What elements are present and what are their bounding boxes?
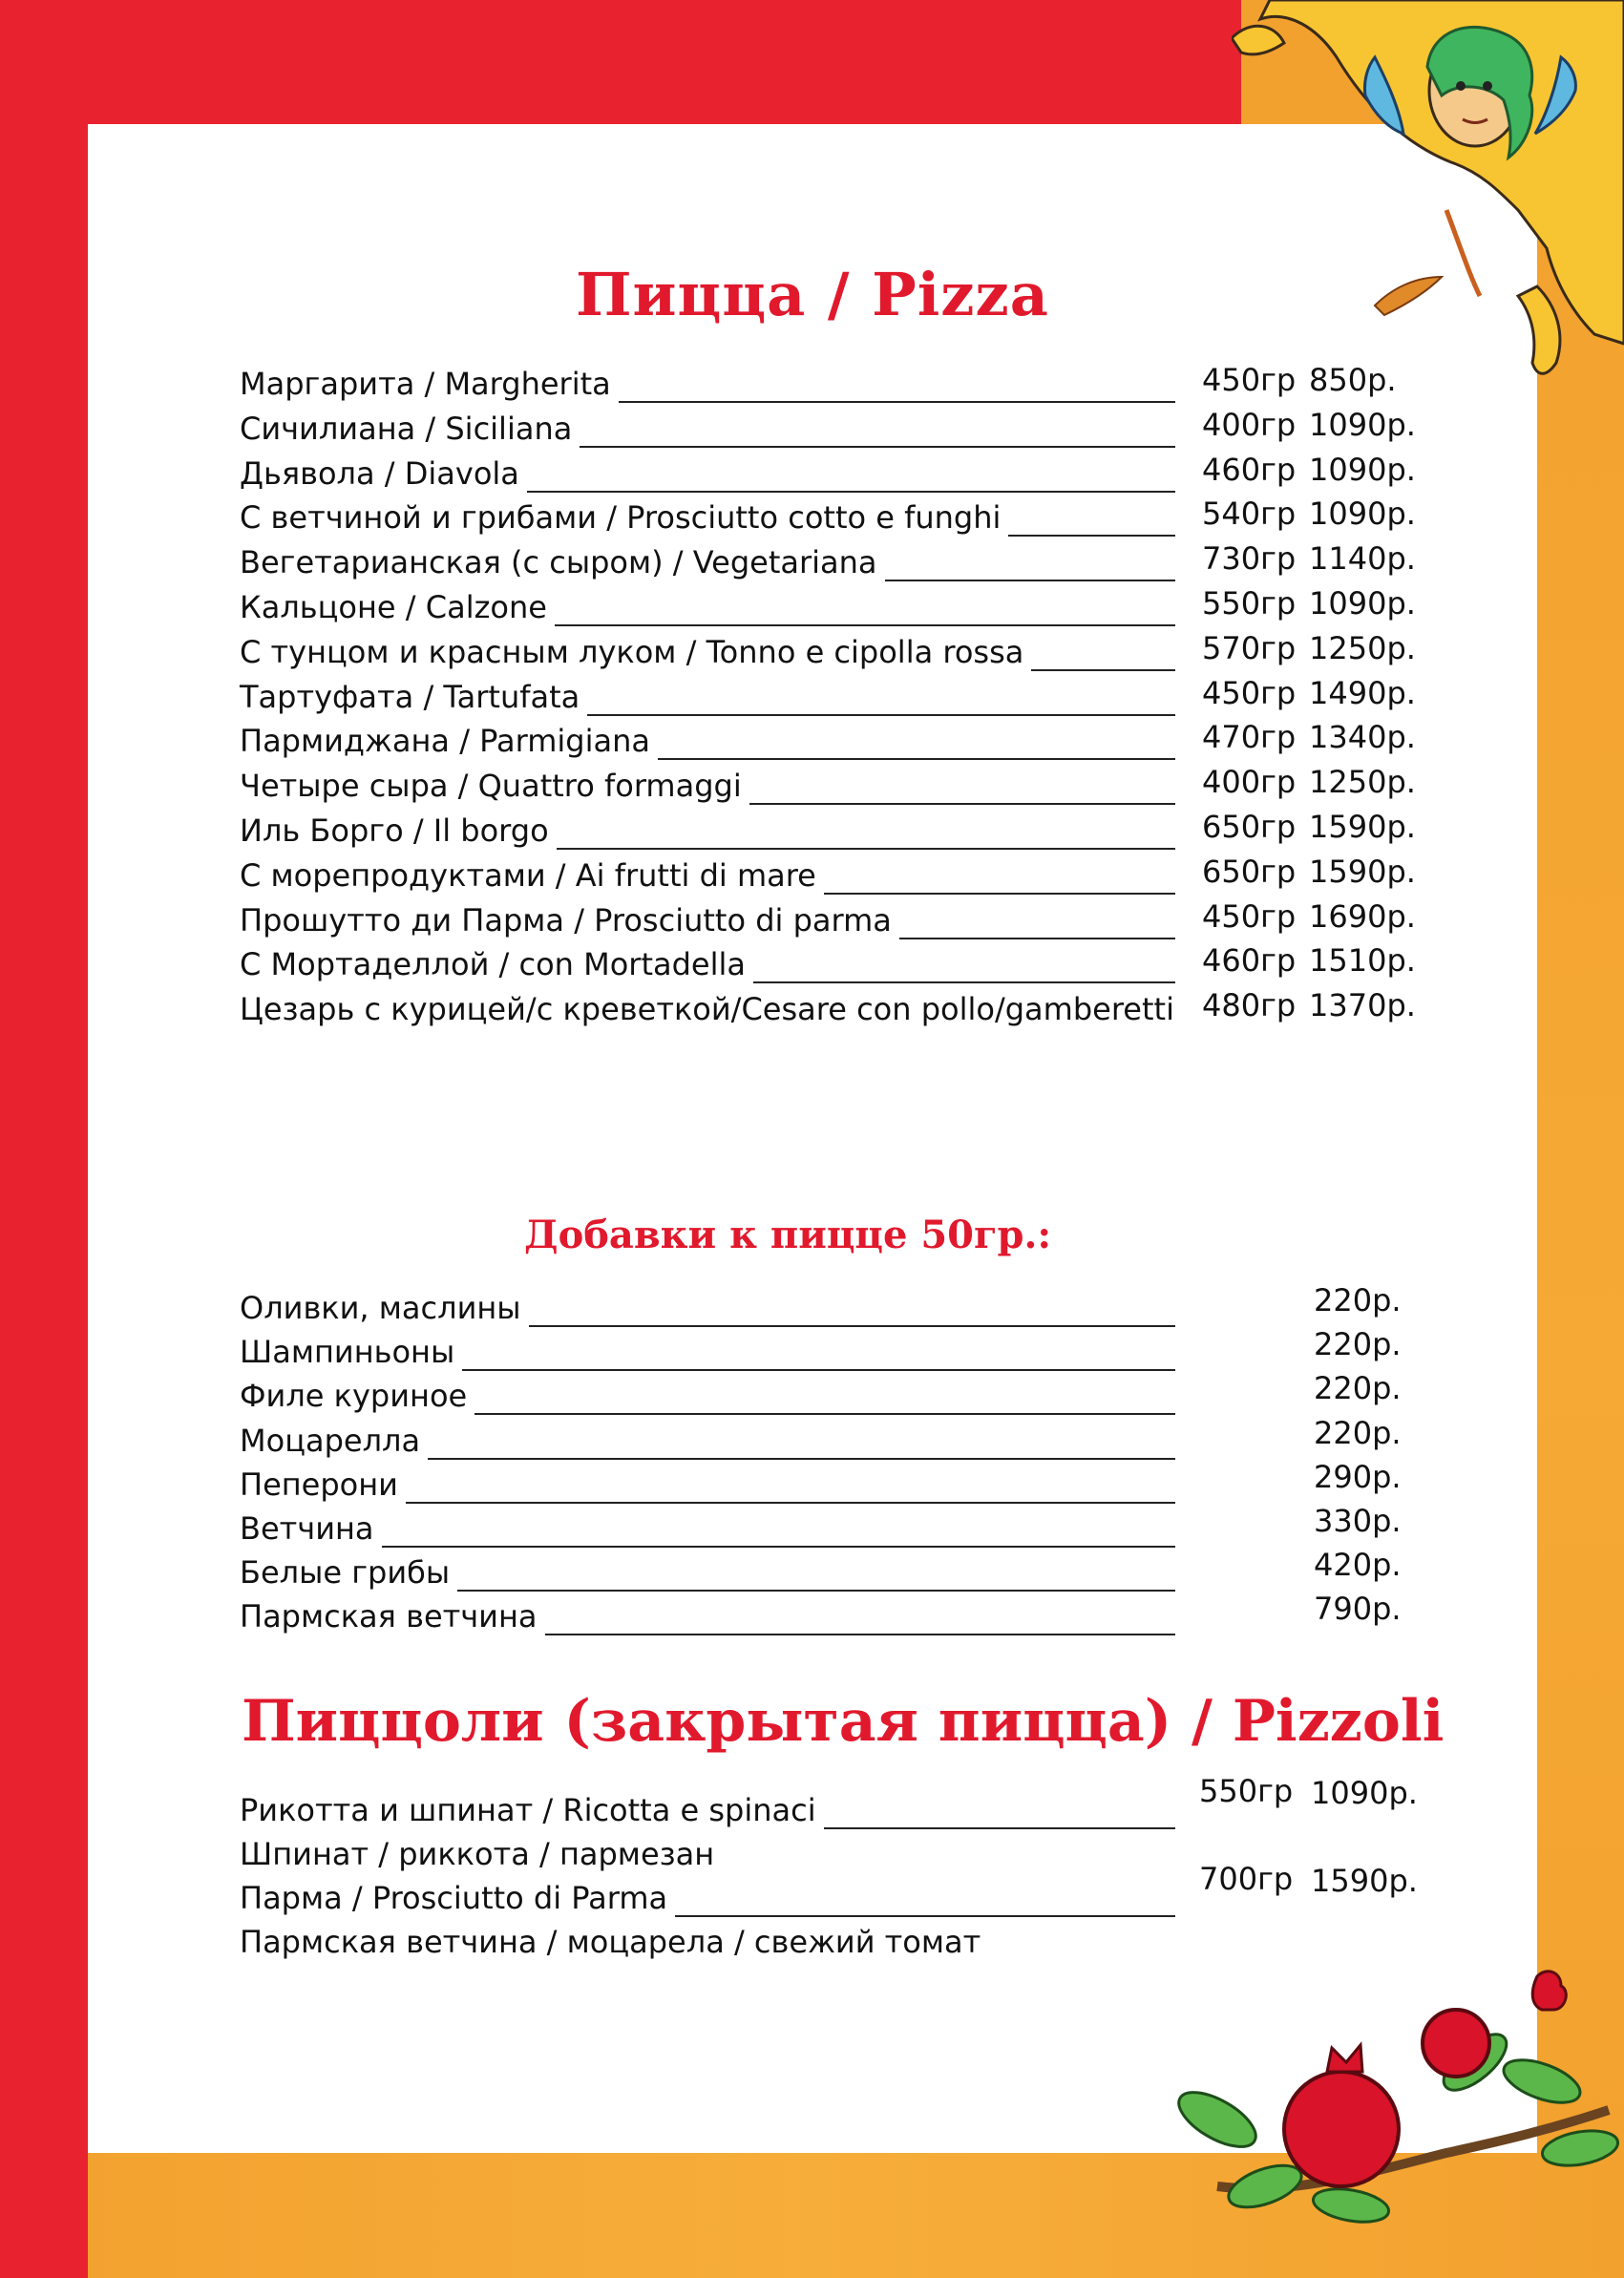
addon-item <box>240 1591 1402 1637</box>
addons-section-title: Добавки к пицце 50гр.: <box>524 1213 1052 1257</box>
item-price: 1510р. <box>1309 942 1416 979</box>
item-weight: 450гр <box>1202 362 1297 398</box>
addon-item <box>240 1547 1402 1593</box>
pizza-item <box>240 540 1416 583</box>
item-name: Прошутто ди Парма / Prosciutto di parma <box>240 899 899 941</box>
item-weight: 450гр <box>1202 675 1297 711</box>
addon-item <box>240 1326 1402 1373</box>
item-price: 1590р. <box>1309 854 1416 890</box>
item-price: 1340р. <box>1309 719 1416 755</box>
item-weight: 470гр <box>1202 719 1297 755</box>
pizza-item <box>240 898 1416 941</box>
item-name: Моцарелла <box>240 1420 428 1462</box>
item-price: 850р. <box>1309 362 1397 398</box>
item-price: 1370р. <box>1309 987 1416 1023</box>
item-name: С ветчиной и грибами / Prosciutto cotto e funghi <box>240 496 1008 538</box>
pizza-item <box>240 764 1416 807</box>
pizza-item <box>240 630 1416 673</box>
item-name: Ветчина <box>240 1508 382 1550</box>
item-price: 1090р. <box>1311 1775 1418 1811</box>
item-price: 1250р. <box>1309 630 1416 666</box>
item-price: 1090р. <box>1309 452 1416 488</box>
pizzoli-item <box>240 1861 1418 1919</box>
pizzoli-ingredients: Пармская ветчина / моцарела / свежий томат <box>240 1924 981 1960</box>
item-price: 1490р. <box>1309 675 1416 711</box>
item-price: 220р. <box>1314 1282 1402 1318</box>
item-price: 1590р. <box>1311 1863 1418 1899</box>
item-name: Пармиджана / Parmigiana <box>240 720 658 762</box>
item-name: Иль Борго / Il borgo <box>240 810 557 852</box>
pizza-item <box>240 407 1416 450</box>
item-weight: 480гр <box>1202 987 1297 1023</box>
item-name: Пеперони <box>240 1464 406 1506</box>
pizza-item <box>240 452 1416 495</box>
pizza-item <box>240 585 1416 628</box>
pizzoli-section-title: Пиццоли (закрытая пицца) / Pizzoli <box>242 1688 1445 1755</box>
item-name: Рикотта и шпинат / Ricotta e spinaci <box>240 1789 824 1831</box>
item-weight: 400гр <box>1202 764 1297 800</box>
item-price: 1690р. <box>1309 898 1416 935</box>
pizza-item <box>240 675 1416 718</box>
item-name: Четыре сыра / Quattro formaggi <box>240 765 749 807</box>
item-price: 220р. <box>1314 1370 1402 1406</box>
item-name: Тартуфата / Tartufata <box>240 676 587 718</box>
item-price: 1250р. <box>1309 764 1416 800</box>
item-price: 330р. <box>1314 1503 1402 1539</box>
addon-item <box>240 1370 1402 1417</box>
item-name: Белые грибы <box>240 1551 457 1593</box>
item-name: Дьявола / Diavola <box>240 453 527 495</box>
item-price: 220р. <box>1314 1415 1402 1451</box>
pomegranate-illustration <box>1160 1967 1624 2278</box>
item-price: 1590р. <box>1309 809 1416 845</box>
pizza-item <box>240 719 1416 762</box>
item-price: 790р. <box>1314 1591 1402 1627</box>
item-name: С Мортаделлой / con Mortadella <box>240 943 753 985</box>
pizza-item <box>240 942 1416 985</box>
item-weight: 730гр <box>1202 540 1297 577</box>
item-name: Шампиньоны <box>240 1331 462 1373</box>
item-weight: 460гр <box>1202 942 1297 979</box>
item-name: Сичилиана / Siciliana <box>240 408 580 450</box>
item-weight: 570гр <box>1202 630 1297 666</box>
item-weight: 540гр <box>1202 496 1297 532</box>
item-price: 420р. <box>1314 1547 1402 1583</box>
item-weight: 700гр <box>1199 1861 1294 1897</box>
item-weight: 650гр <box>1202 854 1297 890</box>
item-name: С морепродуктами / Ai frutti di mare <box>240 854 824 896</box>
item-name: Филе куриное <box>240 1375 475 1417</box>
item-weight: 650гр <box>1202 809 1297 845</box>
pizza-item <box>240 987 1416 1030</box>
pizza-item <box>240 496 1416 538</box>
item-price: 1140р. <box>1309 540 1416 577</box>
pizza-item <box>240 363 1395 405</box>
item-price: 1090р. <box>1309 585 1416 622</box>
addon-item <box>240 1503 1402 1550</box>
item-name: Кальцоне / Calzone <box>240 586 555 628</box>
item-weight: 460гр <box>1202 452 1297 488</box>
item-name: Парма / Prosciutto di Parma <box>240 1877 675 1919</box>
item-price: 1090р. <box>1309 496 1416 532</box>
item-price: 220р. <box>1314 1326 1402 1362</box>
pizza-section-title: Пицца / Pizza <box>576 260 1049 329</box>
item-price: 290р. <box>1314 1459 1402 1495</box>
pizza-item <box>240 854 1416 896</box>
item-weight: 550гр <box>1199 1773 1294 1809</box>
item-name: Цезарь с курицей/с креветкой/Cesare con pollo/gamberetti <box>240 988 1182 1030</box>
item-name: Пармская ветчина <box>240 1595 545 1637</box>
addon-item <box>240 1459 1402 1506</box>
pizza-item <box>240 809 1416 852</box>
item-weight: 550гр <box>1202 585 1297 622</box>
item-weight: 450гр <box>1202 898 1297 935</box>
trinacria-illustration <box>1232 0 1624 382</box>
addon-item <box>240 1282 1402 1329</box>
item-weight: 400гр <box>1202 407 1297 443</box>
item-name: Маргарита / Margherita <box>240 363 619 405</box>
pizzoli-ingredients: Шпинат / риккота / пармезан <box>240 1836 715 1872</box>
item-name: Вегетарианская (с сыром) / Vegetariana <box>240 541 885 583</box>
item-name: Оливки, маслины <box>240 1287 529 1329</box>
pizzoli-item <box>240 1773 1418 1831</box>
item-name: С тунцом и красным луком / Tonno e cipolla rossa <box>240 631 1031 673</box>
frame-red-left <box>0 2153 88 2278</box>
addon-item <box>240 1415 1402 1462</box>
item-price: 1090р. <box>1309 407 1416 443</box>
